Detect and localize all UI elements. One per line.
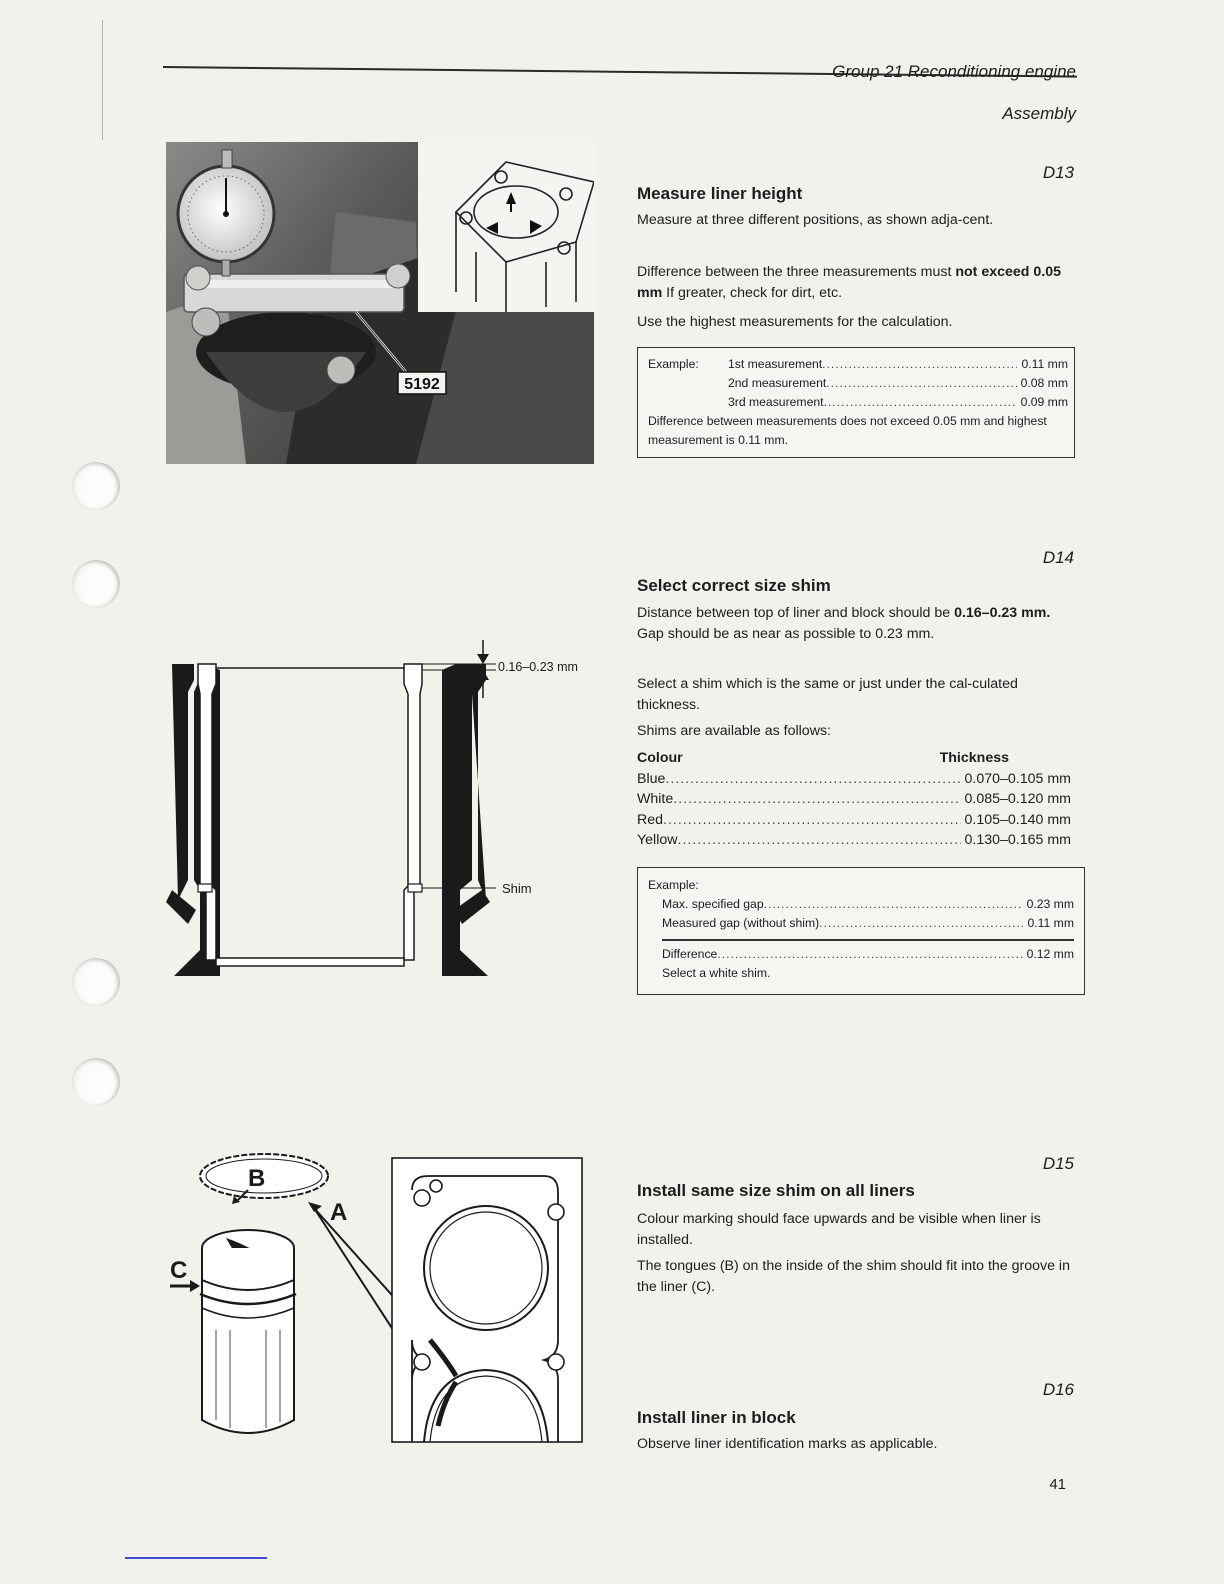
shim-installation-diagram: [160, 1150, 600, 1450]
binder-hole: [72, 560, 120, 608]
paragraph: Select a shim which is the same or just under the cal-culated thickness.: [637, 676, 1018, 713]
example-heading: Example:: [648, 878, 699, 892]
section-title-d14: Select correct size shim: [637, 576, 831, 595]
table-row: Yellow ..... 0.130–0.165 mm: [637, 830, 1071, 851]
paragraph: Measure at three different positions, as shown adja-cent.: [637, 212, 994, 228]
measurement-row: 2nd measurement ..... 0.08 mm: [648, 374, 1068, 393]
figure-label-5192: 5192: [404, 376, 440, 393]
section-code-d15: D15: [1042, 1154, 1074, 1173]
column-header-thickness: Thickness: [939, 750, 1009, 766]
label-a: A: [330, 1199, 348, 1226]
section-code-d14: D14: [1042, 548, 1074, 567]
example-note: Difference between measurements does not exceed 0.05 mm and highest measurement is 0.11 mm.: [648, 414, 1047, 447]
table-header: [637, 748, 1071, 769]
page-edge-line: [102, 20, 103, 140]
measurement-row: 3rd measurement ..... 0.09 mm: [648, 393, 1068, 412]
section-title-d13: Measure liner height: [637, 184, 803, 203]
table-row: Blue ..... 0.070–0.105 mm: [637, 769, 1071, 790]
section-code-d16: D16: [1042, 1380, 1074, 1399]
example-row: Measured gap (without shim) ..... 0.11 mm: [648, 914, 1074, 933]
paragraph: Colour marking should face upwards and be visible when liner is installed.: [637, 1211, 1041, 1248]
paragraph: Observe liner identification marks as applicable.: [637, 1436, 938, 1452]
example-box-d13: [637, 347, 1075, 458]
example-row: Difference ..... 0.12 mm: [648, 945, 1074, 964]
table-row: Red ..... 0.105–0.140 mm: [637, 810, 1071, 831]
section-title-d16: Install liner in block: [637, 1408, 796, 1427]
binder-hole: [72, 958, 120, 1006]
binder-hole: [72, 462, 120, 510]
label-c: C: [170, 1257, 188, 1284]
dial-gauge-photo: [166, 142, 594, 464]
divider: [662, 939, 1074, 941]
binder-hole: [72, 1058, 120, 1106]
measurement-row: Example: 1st measurement ..... 0.11 mm: [648, 355, 1068, 374]
shim-label: Shim: [502, 881, 532, 896]
footer-blue-line: [125, 1557, 267, 1559]
paragraph: The tongues (B) on the inside of the shim should fit into the groove in the liner (C).: [637, 1258, 1070, 1295]
liner-cross-section-diagram: [160, 640, 600, 1000]
page-header-subtitle: Assembly: [1002, 104, 1076, 123]
paragraph: Use the highest measurements for the calculation.: [637, 314, 953, 330]
shim-thickness-table: [637, 748, 1071, 851]
label-b: B: [248, 1165, 266, 1192]
paragraph: Difference between the three measurements must not exceed 0.05 mm If greater, check for dirt, etc.: [637, 264, 1062, 301]
column-header-colour: Colour: [637, 750, 683, 766]
section-title-d15: Install same size shim on all liners: [637, 1181, 915, 1200]
example-note: Select a white shim.: [662, 965, 771, 980]
example-row: Max. specified gap ..... 0.23 mm: [648, 895, 1074, 914]
table-row: White ..... 0.085–0.120 mm: [637, 789, 1071, 810]
page-number: 41: [1049, 1476, 1066, 1493]
page-header-title: Group 21 Reconditioning engine: [832, 62, 1076, 81]
section-code-d13: D13: [1042, 163, 1074, 182]
example-box-d14: [637, 867, 1085, 995]
paragraph: Shims are available as follows:: [637, 723, 831, 739]
gap-dimension-label: 0.16–0.23 mm: [498, 660, 578, 674]
paragraph: Distance between top of liner and block should be 0.16–0.23 mm. Gap should be as near as possible to 0.23 mm.: [637, 605, 1051, 642]
